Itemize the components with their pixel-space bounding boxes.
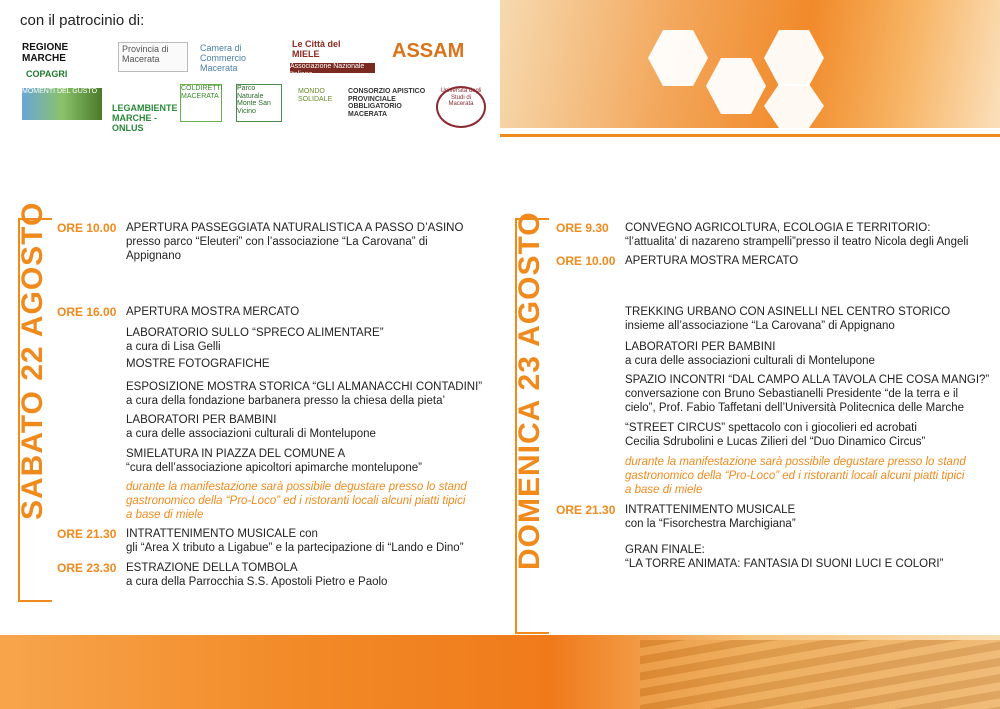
event-note: gastronomico della “Pro-Loco” ed i ristoranti locali alcuni piatti tipici	[625, 470, 965, 482]
logo-consorzio-apistico: CONSORZIO APISTICO PROVINCIALE OBBLIGATORIO MACERATA	[348, 88, 426, 119]
honey-dipper-graphic	[640, 640, 1000, 709]
logo-mondo-solidale: MONDO SOLIDALE	[298, 88, 333, 103]
logo-camera-commercio: Camera di Commercio Macerata	[200, 43, 247, 73]
hexagon-shape	[764, 30, 824, 86]
saturday-label: SABATO 22 AGOSTO	[16, 201, 49, 520]
event-title: ESPOSIZIONE MOSTRA STORICA “GLI ALMANACCHI CONTADINI”	[126, 381, 483, 393]
event-title: APERTURA MOSTRA MERCATO	[625, 255, 799, 267]
event-title: SMIELATURA IN PIAZZA DEL COMUNE A	[126, 448, 346, 460]
event-detail: a cura delle associazioni culturali di Montelupone	[126, 428, 376, 440]
event-detail: “cura dell’associazione apicoltori apimarche montelupone”	[126, 462, 422, 474]
event-note: a base di miele	[126, 509, 204, 521]
event-title: “STREET CIRCUS” spettacolo con i giocolieri ed acrobati	[625, 422, 917, 434]
orange-divider	[500, 134, 1000, 137]
hexagon-shape	[706, 58, 766, 114]
event-title: GRAN FINALE:	[625, 544, 705, 556]
event-detail: gli “Area X tributo a Ligabue” e la partecipazione di “Lando e Dino”	[126, 542, 464, 554]
event-time: ORE 16.00	[57, 305, 117, 319]
event-note: durante la manifestazione sarà possibile degustare presso lo stand	[625, 456, 966, 468]
event-title: LABORATORIO SULLO “SPRECO ALIMENTARE”	[126, 327, 384, 339]
event-time: ORE 21.30	[556, 503, 616, 517]
event-detail: con la “Fisorchestra Marchigiana”	[625, 518, 796, 530]
event-title: TREKKING URBANO CON ASINELLI NEL CENTRO STORICO	[625, 306, 951, 318]
event-title: INTRATTENIMENTO MUSICALE con	[126, 528, 318, 540]
event-title: INTRATTENIMENTO MUSICALE	[625, 504, 796, 516]
logo-associazione-nazionale: Associazione Nazionale Italiana	[290, 63, 375, 73]
event-title: CONVEGNO AGRICOLTURA, ECOLOGIA E TERRITORIO:	[625, 222, 931, 234]
event-detail: “l’attualita’ di nazareno strampelli”presso il teatro Nicola degli Angeli	[625, 236, 969, 248]
logo-provincia-macerata: Provincia di Macerata	[118, 42, 188, 72]
event-detail: a cura di Lisa Gelli	[126, 341, 221, 353]
logo-regione-marche: REGIONE MARCHE	[22, 42, 69, 64]
event-detail: a cura della fondazione barbanera presso la chiesa della pieta’	[126, 395, 446, 407]
logo-momenti-del-gusto: MOMENTI DEL GUSTO	[22, 88, 102, 120]
event-title: ESTRAZIONE DELLA TOMBOLA	[126, 562, 298, 574]
event-title: LABORATORI PER BAMBINI	[126, 414, 277, 426]
logo-legambiente: LEGAMBIENTE MARCHE - ONLUS	[112, 103, 178, 133]
hexagon-shape	[764, 84, 824, 128]
event-note: durante la manifestazione sarà possibile degustare presso lo stand	[126, 481, 467, 493]
event-detail: a cura della Parrocchia S.S. Apostoli Pietro e Paolo	[126, 576, 388, 588]
event-detail: Appignano	[126, 250, 181, 262]
hexagon-shape	[648, 30, 708, 86]
logo-universita-macerata: Università degli Studi di Macerata	[436, 86, 486, 128]
event-time: ORE 10.00	[57, 221, 117, 235]
logo-assam: ASSAM	[392, 40, 465, 62]
event-detail: “LA TORRE ANIMATA: FANTASIA DI SUONI LUCI E COLORI”	[625, 558, 944, 570]
event-detail: insieme all’associazione “La Carovana” di Appignano	[625, 320, 895, 332]
logo-coldiretti: COLDIRETTI MACERATA	[180, 84, 222, 122]
event-time: ORE 23.30	[57, 561, 117, 575]
event-note: gastronomico della “Pro-Loco” ed i ristoranti locali alcuni piatti tipici	[126, 495, 466, 507]
event-time: ORE 9.30	[556, 221, 609, 235]
event-note: a base di miele	[625, 484, 703, 496]
event-detail: conversazione con Bruno Sebastianelli Presidente “de la terra e il	[625, 388, 959, 400]
logo-citta-del-miele: Le Città del MIELE	[292, 39, 341, 59]
event-detail: cielo”, Prof. Fabio Taffetani dell’Università Politecnica delle Marche	[625, 402, 964, 414]
patronage-title: con il patrocinio di:	[20, 12, 145, 29]
event-time: ORE 21.30	[57, 527, 117, 541]
event-time: ORE 10.00	[556, 254, 616, 268]
honey-header-graphic	[500, 0, 1000, 128]
event-title: APERTURA PASSEGGIATA NATURALISTICA A PASSO D’ASINO	[126, 222, 464, 234]
event-title: SPAZIO INCONTRI “DAL CAMPO ALLA TAVOLA CHE COSA MANGI?”	[625, 374, 990, 386]
event-detail: a cura delle associazioni culturali di Montelupone	[625, 355, 875, 367]
sunday-label: DOMENICA 23 AGOSTO	[513, 211, 546, 570]
event-detail: Cecilia Sdrubolini e Lucas Zilieri del “Duo Dinamico Circus”	[625, 436, 926, 448]
event-title: APERTURA MOSTRA MERCATO	[126, 306, 300, 318]
logo-copagri: COPAGRI	[26, 69, 68, 79]
event-title: MOSTRE FOTOGRAFICHE	[126, 358, 270, 370]
event-title: LABORATORI PER BAMBINI	[625, 341, 776, 353]
event-detail: presso parco “Eleuteri” con l’associazione “La Carovana” di	[126, 236, 428, 248]
logo-parco-naturale: Parco Naturale Monte San Vicino	[236, 84, 282, 122]
